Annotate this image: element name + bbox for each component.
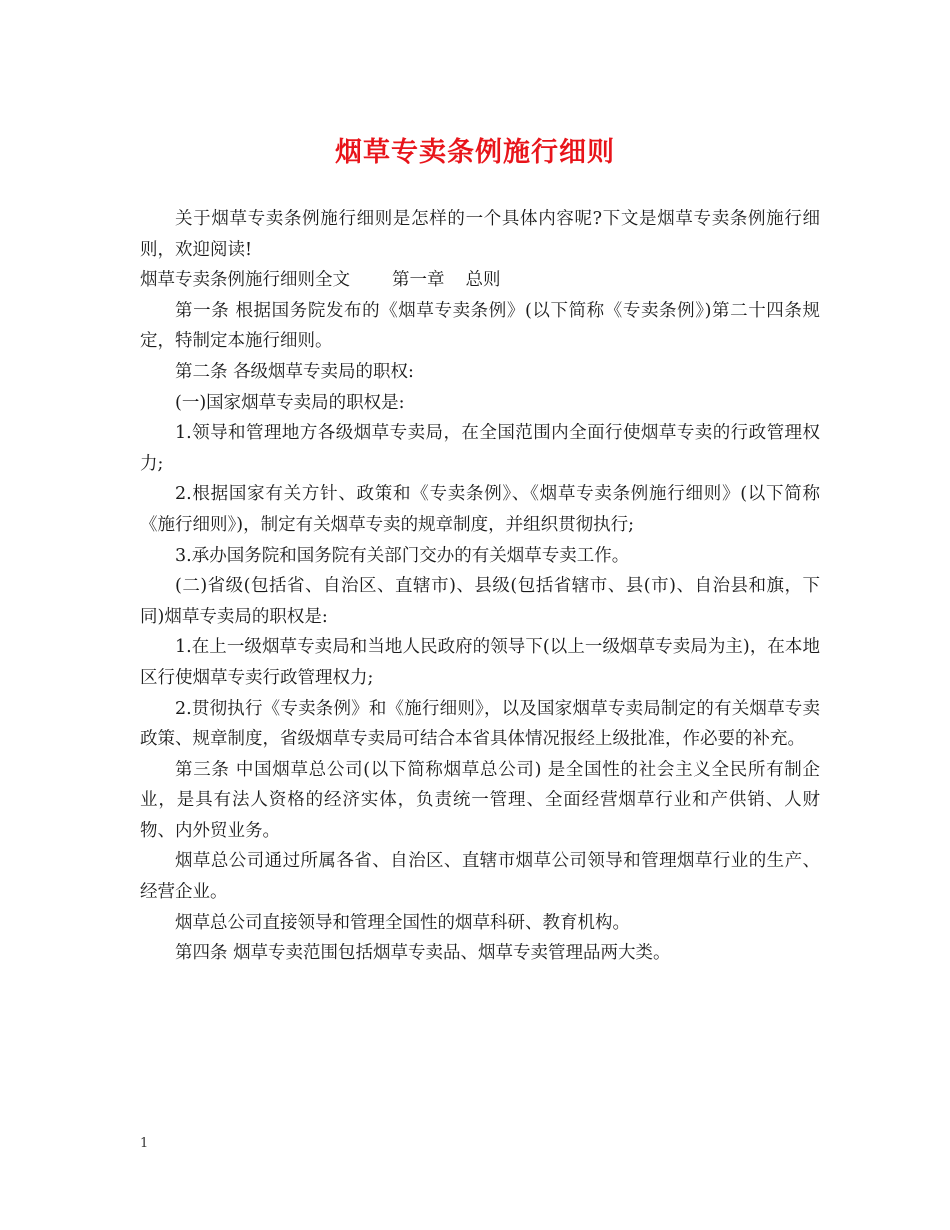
paragraph-article-1: 第一条 根据国务院发布的《烟草专卖条例》(以下简称《专卖条例》)第二十四条规定，特制定本施行细则。 [140,300,820,352]
page-number: 1 [140,1136,149,1151]
paragraph-item-provincial-2: 2.贯彻执行《专卖条例》和《施行细则》，以及国家烟草专卖局制定的有关烟草专卖政策、规章制度，省级烟草专卖局可结合本省具体情况报经上级批准，作必要的补充。 [140,698,820,750]
full-text-heading: 烟草专卖条例施行细则全文 [140,270,350,291]
paragraph-item-national-1: 1.领导和管理地方各级烟草专卖局，在全国范围内全面行使烟草专卖的行政管理权力; [140,423,820,474]
paragraph-item-national-2: 2.根据国家有关方针、政策和《专卖条例》、《烟草专卖条例施行细则》(以下简称《施行细则》)，制定有关烟草专卖的规章制度，并组织贯彻执行; [140,484,820,535]
paragraph-article-3-c: 烟草总公司直接领导和管理全国性的烟草科研、教育机构。 [175,912,630,933]
paragraph-item-provincial: (二)省级(包括省、自治区、直辖市)、县级(包括省辖市、县(市)、自治县和旗，下同)烟草专卖局的职权是: [140,576,820,627]
paragraph-article-3-b: 烟草总公司通过所属各省、自治区、直辖市烟草公司领导和管理烟草行业的生产、经营企业。 [140,851,820,903]
paragraph-article-2: 第二条 各级烟草专卖局的职权: [175,361,414,382]
paragraph-item-national-3: 3.承办国务院和国务院有关部门交办的有关烟草专卖工作。 [175,545,630,566]
chapter-number: 第一章 [392,270,445,291]
chapter-heading-line [140,265,820,296]
chapter-name: 总则 [465,270,501,291]
intro-paragraph: 关于烟草专卖条例施行细则是怎样的一个具体内容呢?下文是烟草专卖条例施行细则，欢迎阅读! [140,209,820,260]
document-body [140,204,820,969]
paragraph-article-3: 第三条 中国烟草总公司(以下简称烟草总公司) 是全国性的社会主义全民所有制企业，是具有法人资格的经济实体，负责统一管理、全面经营烟草行业和产供销、人财物、内外贸业务。 [140,759,820,841]
paragraph-article-4: 第四条 烟草专卖范围包括烟草专卖品、烟草专卖管理品两大类。 [175,943,671,964]
document-title: 烟草专卖条例施行细则 [335,137,615,168]
paragraph-item-national: (一)国家烟草专卖局的职权是: [175,392,405,413]
paragraph-item-provincial-1: 1.在上一级烟草专卖局和当地人民政府的领导下(以上一级烟草专卖局为主)，在本地区行使烟草专卖行政管理权力; [140,637,820,688]
